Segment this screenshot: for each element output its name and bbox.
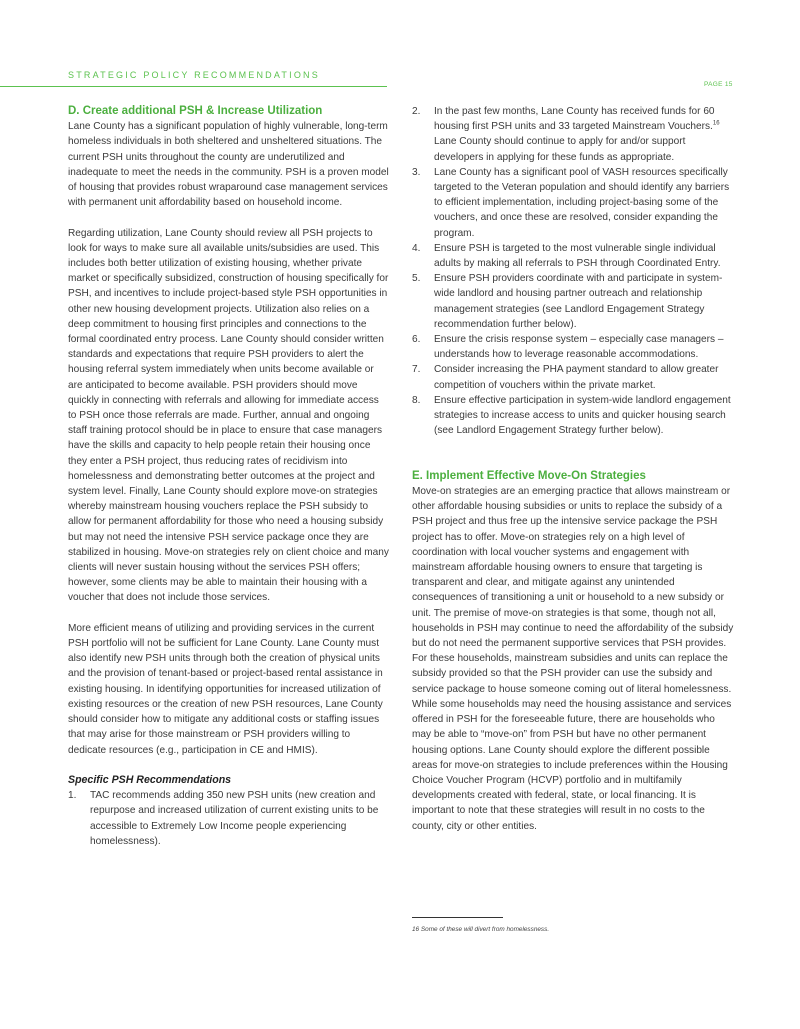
running-header: STRATEGIC POLICY RECOMMENDATIONS (68, 70, 320, 80)
footnote-ref: 16 (712, 120, 720, 127)
section-d-paragraph-3: More efficient means of utilizing and providing services in the current PSH portfolio will not be sufficient for Lane County. Lane County must also identify new PSH units through both the creation of physical units and the provision of tenant-based or project-based rental assistance in existing housing. In identifying opportunities for increased utilization of existing resources or the creation of new PSH resources, Lane County should consider how to mitigate any additional costs or staffing issues that may arise for those mainstream or PSH providers willing to dedicate resources (e.g., participation in CE and HMIS). (68, 622, 383, 756)
recommendation-item (412, 165, 734, 241)
left-column (68, 104, 390, 849)
recommendation-text: TAC recommends adding 350 new PSH units (new creation and repurpose and increased utilization of current existing units to be accessible to Extremely Low Income people experiencing homelessness). (90, 790, 379, 847)
recommendation-item (412, 362, 734, 392)
recommendation-item (68, 788, 390, 849)
recommendation-text: In the past few months, Lane County has received funds for 60 housing first PSH units and 33 targeted Mainstream Vouchers. (434, 106, 715, 133)
section-d-paragraph-2: Regarding utilization, Lane County should review all PSH projects to look for ways to make sure all available units/subsidies are used. This includes both better utilization of existing housing, whether private market or specifically subsidized, construction of housing specifically for PSH, and incentives to include project-based style PSH opportunities in other new housing development projects. Utilization also relies on a deep commitment to housing first principles and connections to the formal coordinated entry process. Lane County should consider written standards and expectations that require PSH providers to alert the housing referral system immediately when units become available or are anticipated to become available. PSH providers should move quickly in connecting with referrals and allowing for immediate access to PSH once those referrals are made. Further, annual and ongoing staff training protocol should be in place to ensure that case managers have the skills and capacity to help people retain their housing once they enter a PSH project, thus reducing rates of recidivism into homelessness and demonstrating better outcomes at the project and system level. Finally, Lane County should explore move-on strategies whereby mainstream housing vouchers replace the PSH subsidy to allow for permanent affordability for those who need a housing subsidy but may not need the intensive PSH service package once they are stabilized in housing. Move-on strategies rely on client choice and many clients will never sustain housing without the services PSH offers; however, some clients may be able to maintain their housing with a voucher that does not include those services. (68, 227, 389, 604)
recommendation-list-continued (412, 104, 734, 438)
section-d-paragraph-1: Lane County has a significant population of highly vulnerable, long-term homeless individuals in both sheltered and unsheltered situations. The current PSH units throughout the county are underutilized and inadequate to meet the needs in the community. PSH is a proven model of housing that provides robust wraparound case management services with permanent unit affordability based on household income. (68, 121, 389, 209)
recommendation-text: Lane County has a significant pool of VASH resources specifically targeted to the Veteran population and should identify any barriers to efficient implementation, including project-basing some of the vouchers, and once these are resolved, consider expanding the program. (434, 166, 730, 239)
recommendation-item (412, 271, 734, 332)
recommendation-number: 2. (412, 106, 421, 117)
recommendation-text-cont: Lane County should continue to apply for and/or support developers in applying for these funds as appropriate. (434, 136, 686, 163)
footnote: 16 Some of these will divert from homelessness. (412, 926, 550, 933)
recommendation-text: Consider increasing the PHA payment standard to allow greater competition of vouchers within the private market. (434, 364, 719, 391)
recommendation-number: 3. (412, 166, 421, 178)
recommendation-text: Ensure PSH providers coordinate with and participate in system-wide landlord and housing partner outreach and relationship management strategies (see Landlord Engagement Strategy recommendation further below). (434, 273, 723, 330)
recommendation-number: 7. (412, 364, 421, 376)
section-e-heading: E. Implement Effective Move-On Strategies (412, 469, 646, 482)
specific-psh-recommendations-heading: Specific PSH Recommendations (68, 773, 232, 786)
section-d-heading: D. Create additional PSH & Increase Utilization (68, 105, 323, 117)
recommendation-text: Ensure effective participation in system-wide landlord engagement strategies to increase access to units and quicker housing search (see Landlord Engagement Strategy further below). (434, 394, 731, 437)
recommendation-number: 6. (412, 334, 421, 346)
recommendation-list-start (68, 788, 390, 849)
recommendation-number: 4. (412, 242, 421, 254)
recommendation-item (412, 332, 734, 362)
recommendation-text: Ensure the crisis response system – especially case managers – understands how to leverage reasonable accommodations. (434, 334, 724, 361)
recommendation-number: 8. (412, 394, 421, 406)
header-rule (0, 86, 387, 87)
recommendation-number: 5. (412, 273, 421, 285)
footnote-rule (412, 917, 503, 918)
recommendation-item (412, 104, 734, 165)
page-number: PAGE 15 (704, 81, 733, 88)
recommendation-item (412, 393, 734, 439)
recommendation-item (412, 241, 734, 271)
section-e-paragraph: Move-on strategies are an emerging practice that allows mainstream or other affordable housing subsidies or units to replace the subsidy of a PSH project and thus free up the intensive service package the PSH project has to offer. Move-on strategies rely on a high level of coordination with local voucher systems and engagement with mainstream affordable housing owners to ensure that targeting is transparent and clear, and mitigate against any unintended consequences of transitioning a unit or household to a new subsidy or unit. The premise of move-on strategies is that some, though not all, households in PSH may continue to need the affordability of the subsidy but do not need the permanent supportive services that PSH provides. For these households, mainstream subsidies and units can replace the subsidy provided so that the PSH provider can use the subsidy and service package to house someone coming out of literal homelessness. While some households may need the housing assistance and services offered in PSH for the foreseeable future, there are households who may be able to “move-on” from PSH but have no other permanent housing options. Lane County should explore the different possible areas for move-on strategies to include preferences within the Housing Choice Voucher Program (HCVP) portfolio and in multifamily developments created with federal, state, or local financing. It is important to note that these strategies will result in no costs to the county, city or other entities. (412, 486, 734, 832)
recommendation-text: Ensure PSH is targeted to the most vulnerable single individual adults by making all referrals to PSH through Coordinated Entry. (434, 242, 721, 270)
right-column (412, 104, 734, 834)
recommendation-number: 1. (68, 790, 77, 802)
